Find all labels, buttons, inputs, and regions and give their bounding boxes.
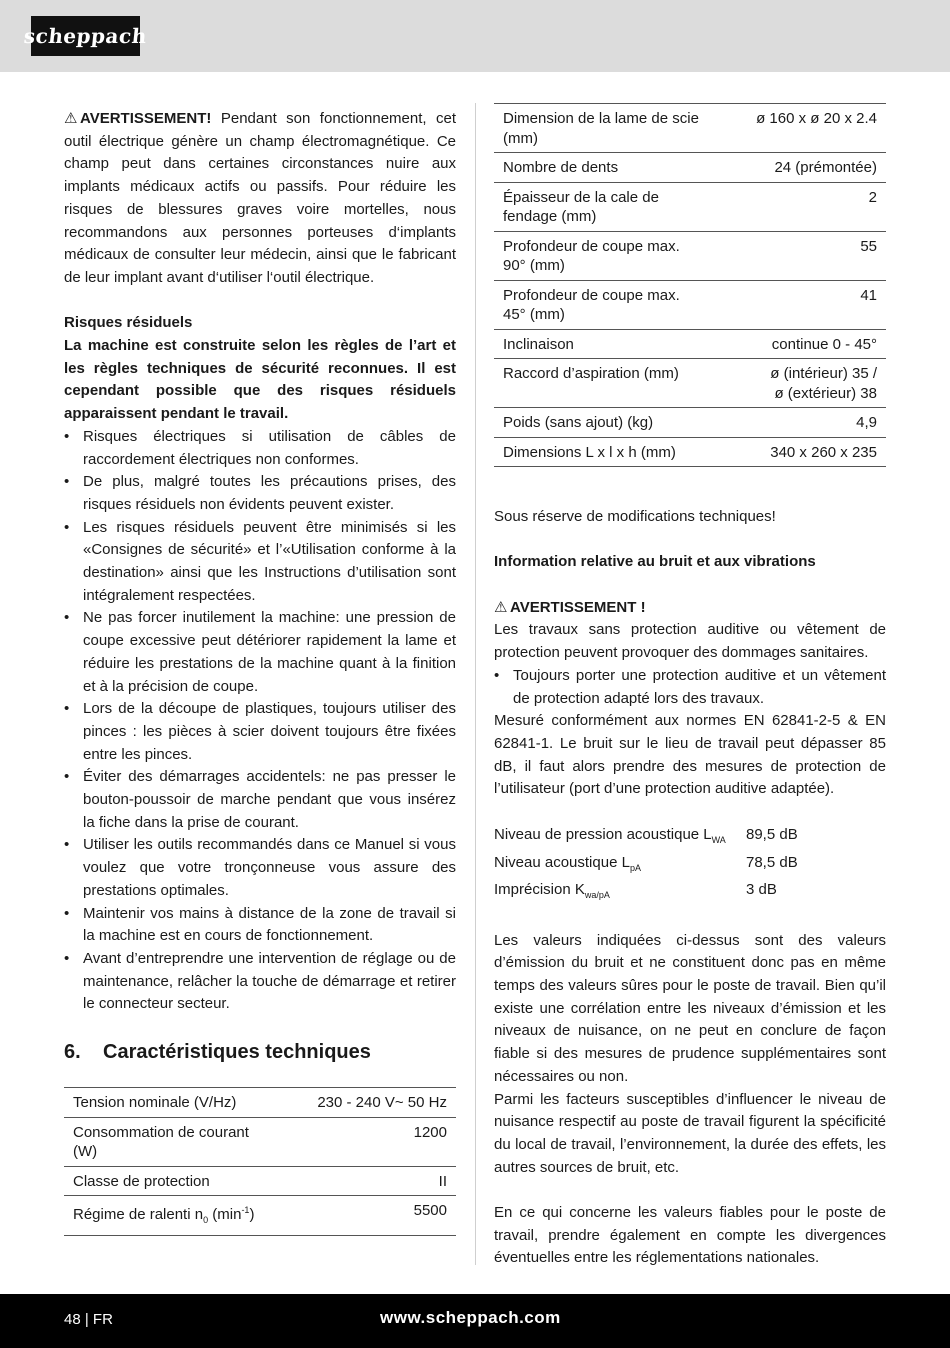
list-item: • Éviter des démarrages accidentels: ne pas presser le bouton-poussoir de marche pendant que vous insérez la fiche dans la prise de courant. [64, 766, 456, 834]
spec-label: Dimension de la lame de scie (mm) [494, 104, 710, 153]
level-label: Imprécision $K_{wa/pA}$ [494, 881, 610, 901]
spec-label: Nombre de dents [494, 153, 710, 183]
page-footer [0, 1294, 950, 1348]
spec-label: Raccord d’aspiration (mm) [494, 359, 710, 408]
level-label: Niveau de pression acoustique $L_{WA}$ [494, 825, 726, 845]
warning-triangle-icon: ⚠ [64, 110, 78, 127]
page-number: 48 | FR [64, 1311, 113, 1328]
level-value: 78,5 dB [746, 853, 798, 871]
list-item: • Toujours porter une protection auditive et un vêtement de protection adapté lors des travaux. [494, 665, 886, 710]
factors-paragraph: Parmi les facteurs susceptibles d’influencer le niveau de nuisance respectif au poste de travail figurent la spécificité du local de travail, l’environnement, la durée des effets, les autres sources de bruit, etc. [494, 1090, 886, 1176]
spec-value: 55 [710, 231, 886, 280]
table-row [494, 437, 886, 467]
table-row [494, 231, 886, 280]
spec-label: Poids (sans ajout) (kg) [494, 408, 710, 438]
spec-value: continue 0 - 45° [710, 329, 886, 359]
spec-value: 4,9 [710, 408, 886, 438]
level-value: 3 dB [746, 881, 777, 899]
level-label: Niveau acoustique $L_{pA}$ [494, 853, 641, 873]
spec-label: Classe de protection [64, 1166, 280, 1196]
table-row [494, 182, 886, 231]
noise-warning-lead: ⚠ AVERTISSEMENT ! [494, 597, 886, 620]
table-row [64, 1166, 456, 1196]
noise-levels [494, 824, 886, 907]
spec-value: 340 x 260 x 235 [710, 437, 886, 467]
warning-text: Pendant son fonctionnement, cet outil électrique génère un champ électromagnétique. Ce champ peut dans certaines circonstances nuire aux implants médicaux actifs ou passifs. Pour réduire les risques de blessures graves voire mortelles, nous recommandons aux personnes porteuses d‘implants médicaux de consulter leur médecin, ainsi que le fabricant de leur implant avant d‘utiliser l‘outil électrique. [64, 110, 456, 286]
emf-warning [64, 108, 456, 290]
left-column [64, 108, 456, 1236]
list-item: • Utiliser les outils recommandés dans ce Manuel si vous voulez que votre tronçonneuse vous assure des prestations optimales. [64, 834, 456, 902]
spec-value: 24 (prémontée) [710, 153, 886, 183]
right-column [494, 103, 886, 1270]
level-value: 89,5 dB [746, 825, 798, 843]
table-row [494, 359, 886, 408]
spec-table-left [64, 1087, 456, 1236]
list-item: • De plus, malgré toutes les précautions prises, des risques résiduels non évidents peuvent exister. [64, 471, 456, 516]
noise-title: Information relative au bruit et aux vibrations [494, 553, 816, 571]
spec-label: Tension nominale (V/Hz) [64, 1088, 280, 1118]
list-item: • Les risques résiduels peuvent être minimisés si les «Consignes de sécurité» et l’«Utilisation conforme à la destination» ainsi que les Instructions d’utilisation sont intégralement respectées. [64, 517, 456, 608]
list-item: • Lors de la découpe de plastiques, toujours utiliser des pinces : les pièces à scier doivent toujours être fixées entre les pinces. [64, 698, 456, 766]
regulations-paragraph: En ce qui concerne les valeurs fiables pour le poste de travail, prendre également en compte les divergences éventuelles entre les réglementations nationales. [494, 1204, 886, 1267]
spec-value: 1200 [280, 1117, 456, 1166]
section-heading [64, 1039, 456, 1065]
spec-value: 2 [710, 182, 886, 231]
measure-text: Mesuré conformément aux normes EN 62841-2-5 & EN 62841-1. Le bruit sur le lieu de travail peut dépasser 85 dB, il faut alors prendre des mesures de protection de l’utilisateur (port d’une protection auditive adaptée). [494, 712, 886, 798]
table-row [494, 329, 886, 359]
spec-label: Inclinaison [494, 329, 710, 359]
list-item: • Avant d’entreprendre une intervention de réglage ou de maintenance, relâcher la touche de démarrage et retirer le connecteur secteur. [64, 948, 456, 1016]
spec-value: 230 - 240 V~ 50 Hz [280, 1088, 456, 1118]
spec-value: ø (intérieur) 35 / ø (extérieur) 38 [710, 359, 886, 408]
list-item: • Ne pas forcer inutilement la machine: une pression de coupe excessive peut détériorer rapidement la lame et réduire les prestations de la machine quant à la finition et à la précision de coupe. [64, 607, 456, 698]
warning-triangle-icon: ⚠ [494, 598, 508, 616]
residual-risks-intro: La machine est construite selon les règles de l’art et les règles techniques de sécurité reconnues. Il est cependant possible que des risques résiduels apparaissent pendant le travail. [64, 337, 456, 423]
spec-value: ø 160 x ø 20 x 2.4 [710, 104, 886, 153]
table-row [64, 1088, 456, 1118]
spec-label: Régime de ralenti $n_0$ $(\min^{-1})$ [64, 1196, 280, 1236]
spec-table-right [494, 103, 886, 467]
table-row [494, 153, 886, 183]
brand-logo: scheppach [31, 16, 140, 56]
table-row [64, 1196, 456, 1236]
list-item: • Risques électriques si utilisation de câbles de raccordement électriques non conformes. [64, 426, 456, 471]
spec-label: Épaisseur de la cale de fendage (mm) [494, 182, 710, 231]
table-row [494, 408, 886, 438]
spec-value: II [280, 1166, 456, 1196]
spec-label: Profondeur de coupe max. 45° (mm) [494, 280, 710, 329]
residual-risks-list [64, 426, 456, 1016]
list-item: • Maintenir vos mains à distance de la zone de travail si la machine est en cours de fonctionnement. [64, 903, 456, 948]
spec-label: Consommation de courant (W) [64, 1117, 280, 1166]
noise-warning-list [494, 665, 886, 710]
warning-lead: AVERTISSEMENT! [80, 110, 212, 127]
residual-risks-title: Risques résiduels [64, 314, 193, 332]
table-row [64, 1117, 456, 1166]
table-row [494, 104, 886, 153]
section-number: 6. [64, 1041, 81, 1064]
page-header [0, 0, 950, 72]
reserve-note: Sous réserve de modifications techniques! [494, 508, 776, 525]
table-row [494, 280, 886, 329]
noise-warning-text: Les travaux sans protection auditive ou vêtement de protection peuvent provoquer des dommages sanitaires. [494, 621, 886, 662]
spec-value: 5500 [280, 1196, 456, 1236]
emission-paragraph: Les valeurs indiquées ci-dessus sont des valeurs d’émission du bruit et ne constituent donc pas en même temps des valeurs sûres pour le poste de travail. Bien qu’il existe une corrélation entre les niveaux d’émission et les niveaux de nuisance, on ne peut en conclure de façon fiable si des mesures de prudence supplémentaires sont nécessaires ou non. [494, 931, 886, 1085]
spec-value: 41 [710, 280, 886, 329]
spec-label: Dimensions L x l x h (mm) [494, 437, 710, 467]
column-divider [475, 103, 476, 1265]
website-link: www.scheppach.com [380, 1308, 561, 1327]
spec-label: Profondeur de coupe max. 90° (mm) [494, 231, 710, 280]
section-title: Caractéristiques techniques [103, 1041, 371, 1064]
